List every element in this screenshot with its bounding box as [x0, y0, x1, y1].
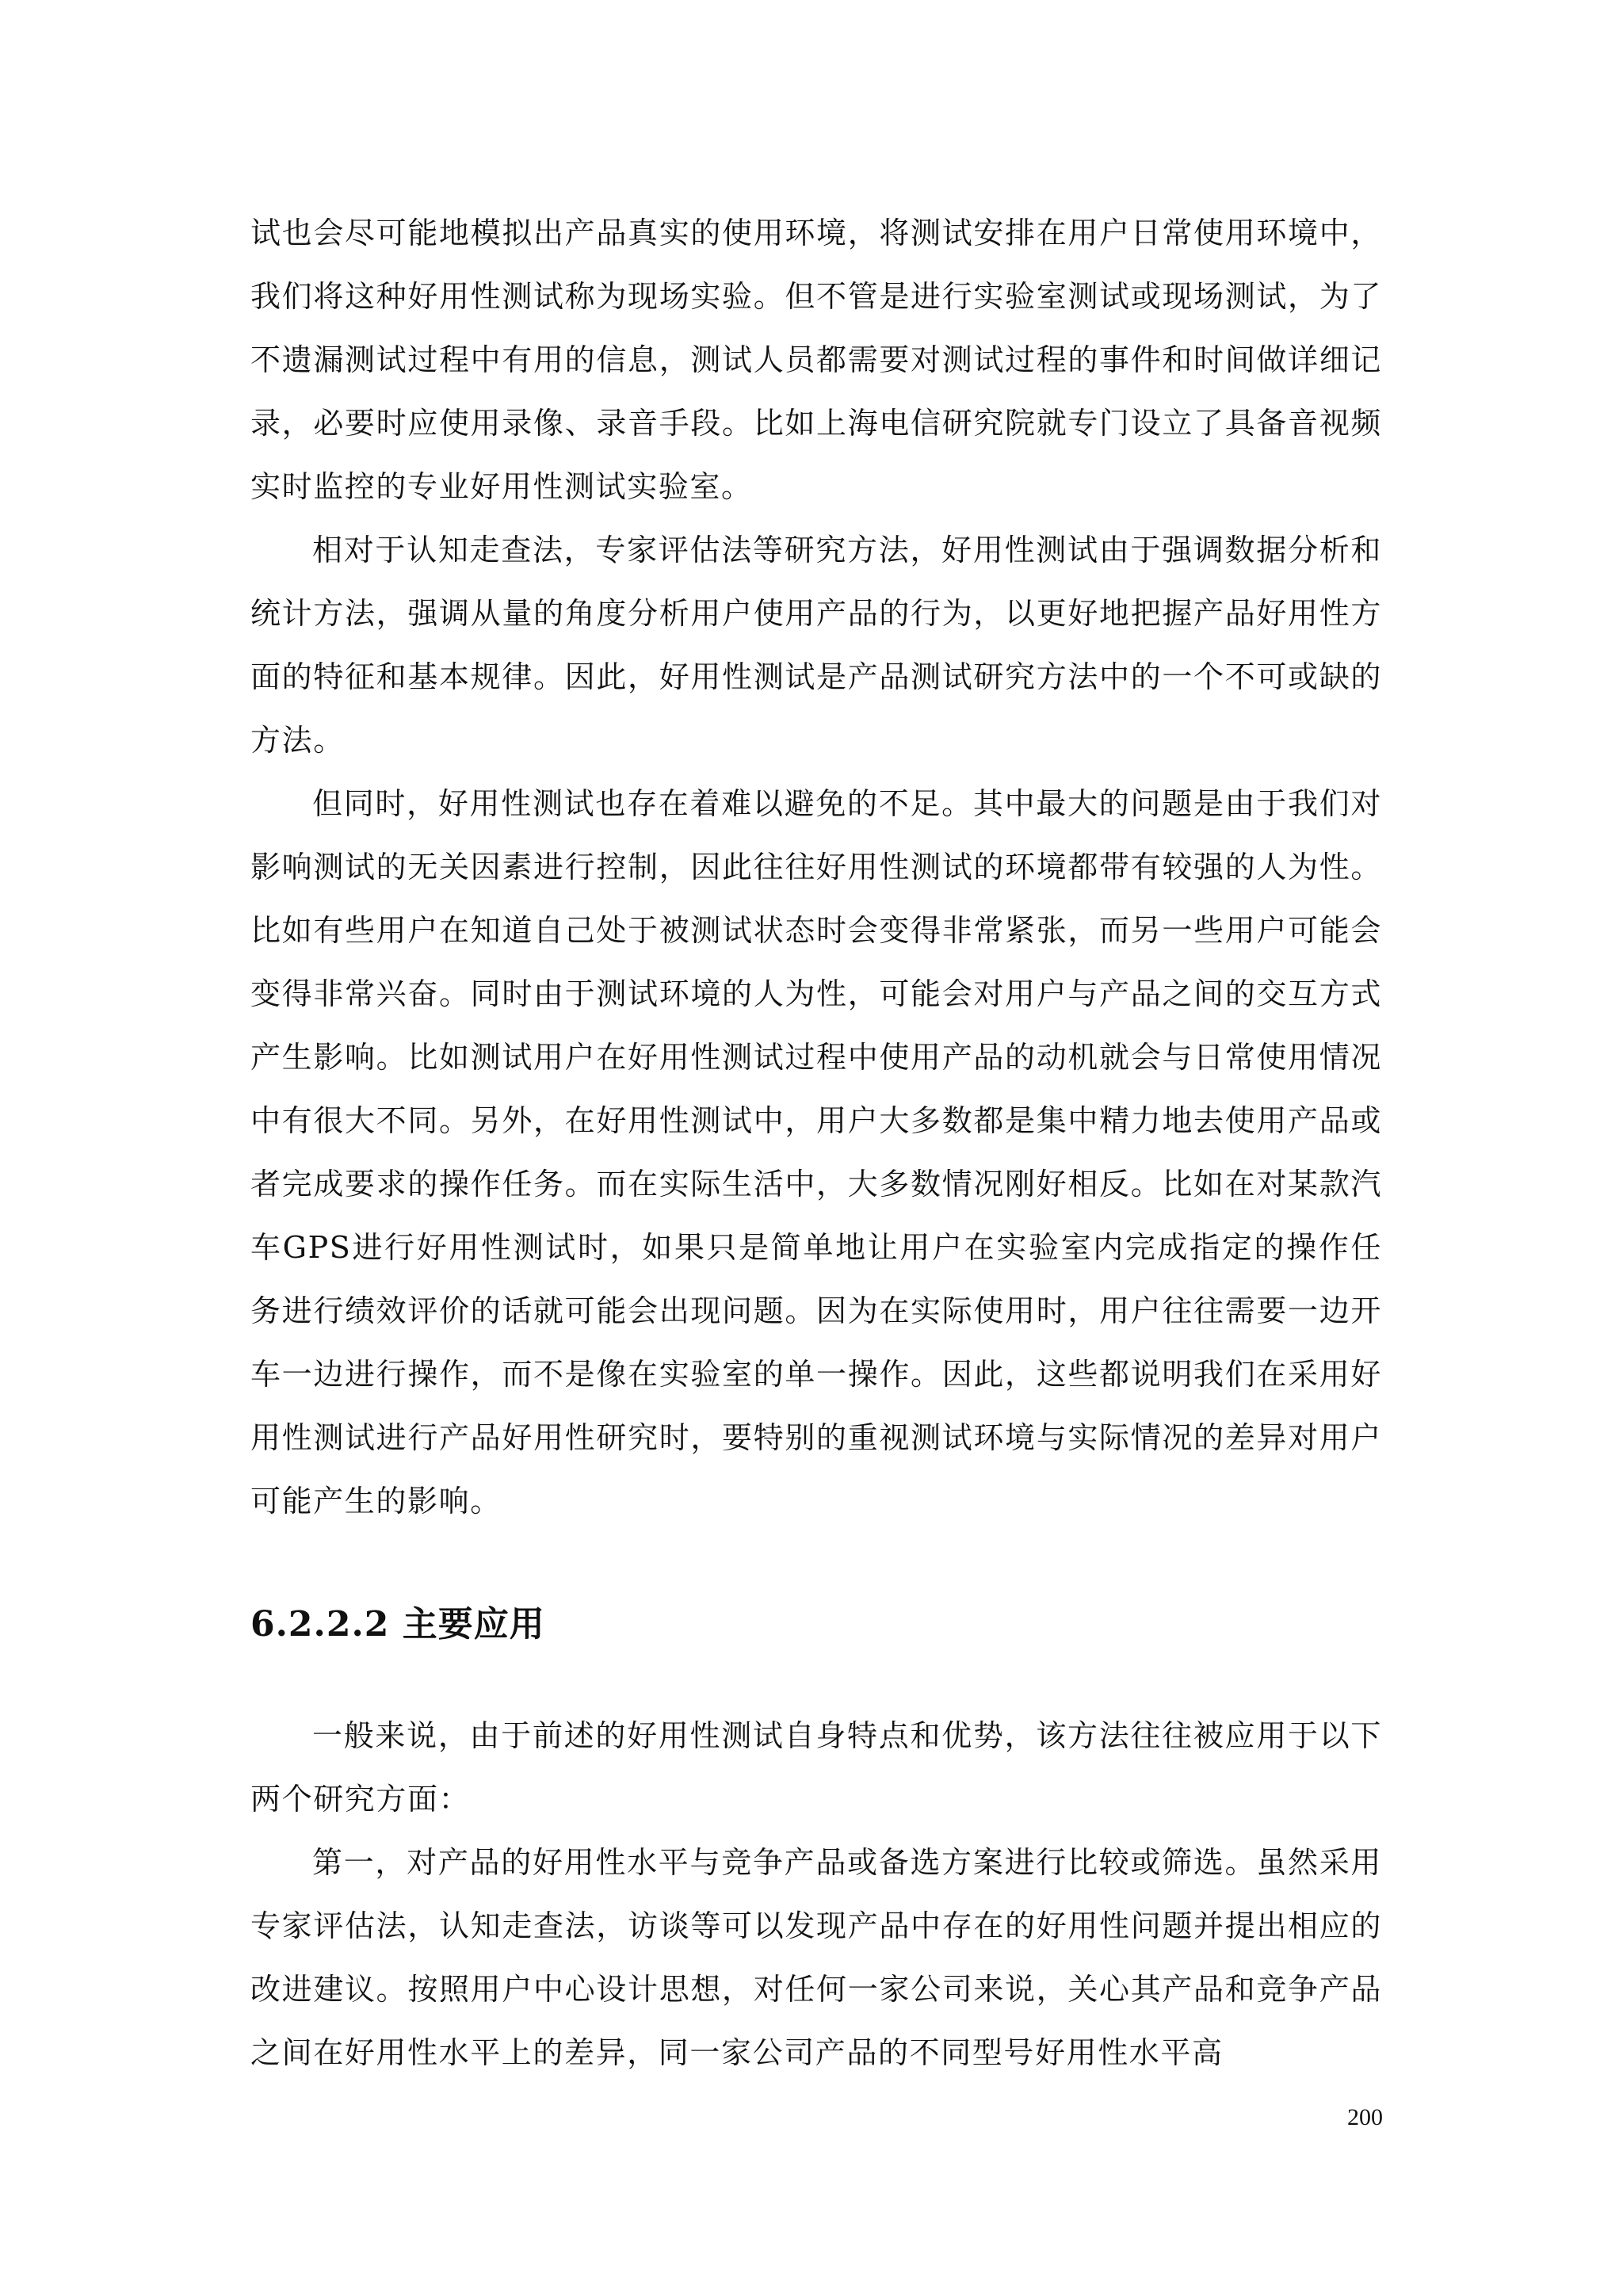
body-text-bottom: [250, 1704, 1382, 2084]
paragraph: 但同时，好用性测试也存在着难以避免的不足。其中最大的问题是由于我们对影响测试的无关因素进行控制，因此往往好用性测试的环境都带有较强的人为性。比如有些用户在知道自己处于被测试状态时会变得非常紧张，而另一些用户可能会变得非常兴奋。同时由于测试环境的人为性，可能会对用户与产品之间的交互方式产生影响。比如测试用户在好用性测试过程中使用产品的动机就会与日常使用情况中有很大不同。另外，在好用性测试中，用户大多数都是集中精力地去使用产品或者完成要求的操作任务。而在实际生活中，大多数情况刚好相反。比如在对某款汽车GPS进行好用性测试时，如果只是简单地让用户在实验室内完成指定的操作任务进行绩效评价的话就可能会出现问题。因为在实际使用时，用户往往需要一边开车一边进行操作，而不是像在实验室的单一操作。因此，这些都说明我们在采用好用性测试进行产品好用性研究时，要特别的重视测试环境与实际情况的差异对用户可能产生的影响。: [250, 786, 1382, 1519]
paragraph: 相对于认知走查法，专家评估法等研究方法，好用性测试由于强调数据分析和统计方法，强调从量的角度分析用户使用产品的行为，以更好地把握产品好用性方面的特征和基本规律。因此，好用性测试是产品测试研究方法中的一个不可或缺的方法。: [250, 533, 1382, 758]
page-number: 200: [1347, 2104, 1383, 2130]
body-text-top: [250, 201, 1382, 1533]
paragraph-continued: 试也会尽可能地模拟出产品真实的使用环境，将测试安排在用户日常使用环境中，我们将这种好用性测试称为现场实验。但不管是进行实验室测试或现场测试，为了不遗漏测试过程中有用的信息，测试人员都需要对测试过程的事件和时间做详细记录，必要时应使用录像、录音手段。比如上海电信研究院就专门设立了具备音视频实时监控的专业好用性测试实验室。: [250, 216, 1382, 504]
section-heading: 6.2.2.2 主要应用: [250, 1604, 545, 1645]
paragraph: 第一，对产品的好用性水平与竞争产品或备选方案进行比较或筛选。虽然采用专家评估法，认知走查法，访谈等可以发现产品中存在的好用性问题并提出相应的改进建议。按照用户中心设计思想，对任何一家公司来说，关心其产品和竞争产品之间在好用性水平上的差异，同一家公司产品的不同型号好用性水平高: [250, 1845, 1382, 2070]
paragraph: 一般来说，由于前述的好用性测试自身特点和优势，该方法往往被应用于以下两个研究方面：: [250, 1718, 1382, 1817]
